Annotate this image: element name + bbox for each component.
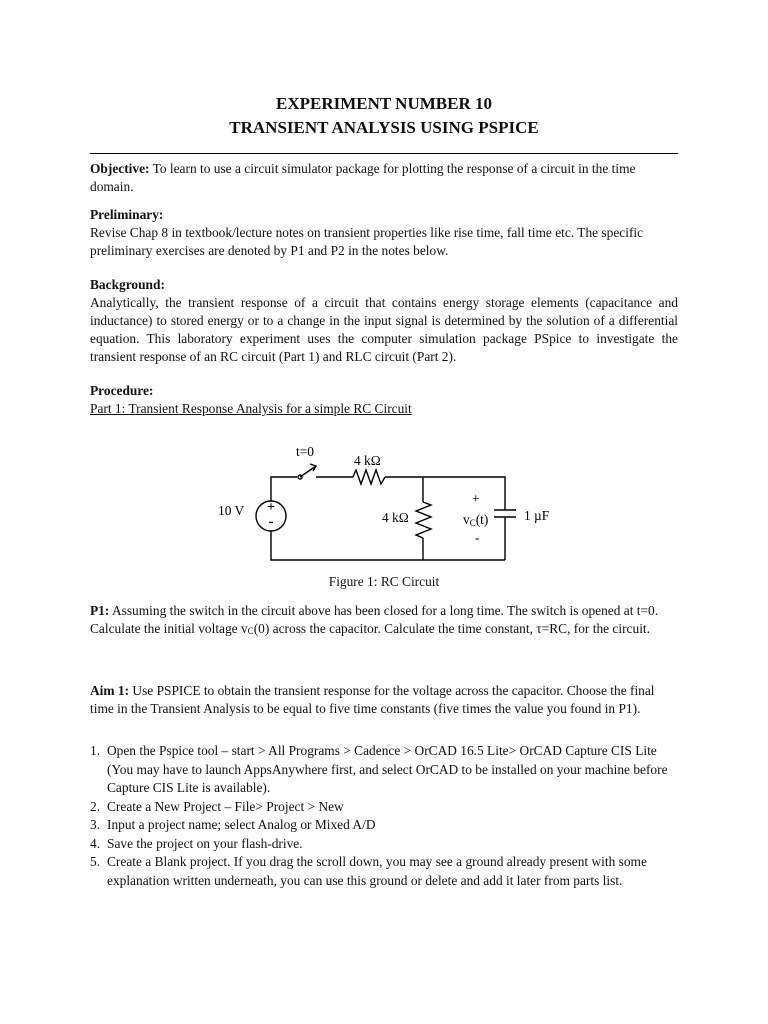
list-item <box>90 853 678 890</box>
list-item <box>90 742 678 798</box>
step-text: Create a Blank project. If you drag the scroll down, you may see a ground already present with some explanation written underneath, you can use this ground or delete and add it later from parts list. <box>107 854 647 888</box>
preliminary-text: Revise Chap 8 in textbook/lecture notes on transient properties like rise time, fall time etc. The specific preliminary exercises are denoted by P1 and P2 in the notes below. <box>90 225 644 258</box>
list-item <box>90 816 678 835</box>
step-text: Input a project name; select Analog or Mixed A/D <box>107 817 376 832</box>
step-number: 2. <box>90 798 101 814</box>
series-resistor-label: 4 kΩ <box>354 453 381 468</box>
wire-top-right <box>385 477 505 510</box>
shunt-resistor-label: 4 kΩ <box>382 510 409 525</box>
experiment-number-title: EXPERIMENT NUMBER 10 <box>276 94 492 113</box>
step-text: Open the Pspice tool – start > All Programs > Cadence > OrCAD 16.5 Lite> OrCAD Capture CIS Lite (You may have to launch AppsAnywhere first, and select OrCAD to be installed on your machine before Capture CIS Lite is available). <box>107 743 668 795</box>
background-heading: Background: <box>90 277 165 292</box>
source-minus-sign: - <box>268 514 274 530</box>
p1-text-a: Assuming the switch in the circuit above has been closed for a long time. The switch is opened at t=0. Calculate the initial voltage v <box>90 603 659 636</box>
figure-caption: Figure 1: RC Circuit <box>328 574 440 589</box>
aim1-paragraph <box>90 682 678 718</box>
aim1-label: Aim 1: <box>90 683 130 698</box>
step-number: 1. <box>90 743 101 758</box>
p1-text-b: (0) across the capacitor. Calculate the time constant, τ=RC, for the circuit. <box>253 621 650 636</box>
list-item <box>90 798 678 817</box>
cap-voltage-tail: (t) <box>475 512 489 527</box>
source-voltage-label: 10 V <box>218 503 245 518</box>
capacitor-label: 1 µF <box>524 508 550 523</box>
switch-blade <box>300 466 316 477</box>
p1-label: P1: <box>90 603 110 618</box>
cap-voltage-sub: C <box>469 518 476 528</box>
shunt-resistor-symbol <box>416 502 431 538</box>
objective-label: Objective: <box>90 161 150 176</box>
p1-paragraph <box>90 602 678 640</box>
cap-voltage-label <box>463 512 488 528</box>
list-item <box>90 835 678 854</box>
step-number: 3. <box>90 817 101 832</box>
aim1-text: Use PSPICE to obtain the transient response for the voltage across the capacitor. Choose the final time in the Transient Analysis to be equal to five time constants (five times the value you found in P1). <box>90 683 655 716</box>
wire-bottom <box>271 531 505 560</box>
step-text: Save the project on your flash-drive. <box>107 835 303 851</box>
step-number: 5. <box>90 854 101 869</box>
series-resistor-symbol <box>353 470 385 484</box>
step-text: Create a New Project – File> Project > New <box>107 798 344 814</box>
experiment-subtitle: TRANSIENT ANALYSIS USING PSPICE <box>229 118 539 137</box>
cap-voltage-main: v <box>463 512 470 527</box>
p1-subscript: C <box>247 626 254 636</box>
cap-plus-label: + <box>472 491 480 506</box>
source-plus-sign: + <box>267 500 275 515</box>
preliminary-heading: Preliminary: <box>90 207 164 222</box>
cap-minus-label: - <box>475 530 480 545</box>
step-number: 4. <box>90 835 101 851</box>
wire-left-top <box>271 477 297 501</box>
background-text: Analytically, the transient response of a circuit that contains energy storage elements (capacitance and inductance) to stored energy or to a change in the input signal is determined by the solution of a differential equation. This laboratory experiment uses the computer simulation package PSpice to investigate the transient response of an RC circuit (Part 1) and RLC circuit (Part 2). <box>90 295 678 364</box>
switch-label: t=0 <box>296 444 314 459</box>
part1-title-text: Part 1: Transient Response Analysis for a simple RC Circuit <box>90 401 412 416</box>
procedure-steps-list <box>90 742 678 890</box>
procedure-heading: Procedure: <box>90 383 154 398</box>
objective-text: To learn to use a circuit simulator package for plotting the response of a circuit in the time domain. <box>90 161 636 194</box>
